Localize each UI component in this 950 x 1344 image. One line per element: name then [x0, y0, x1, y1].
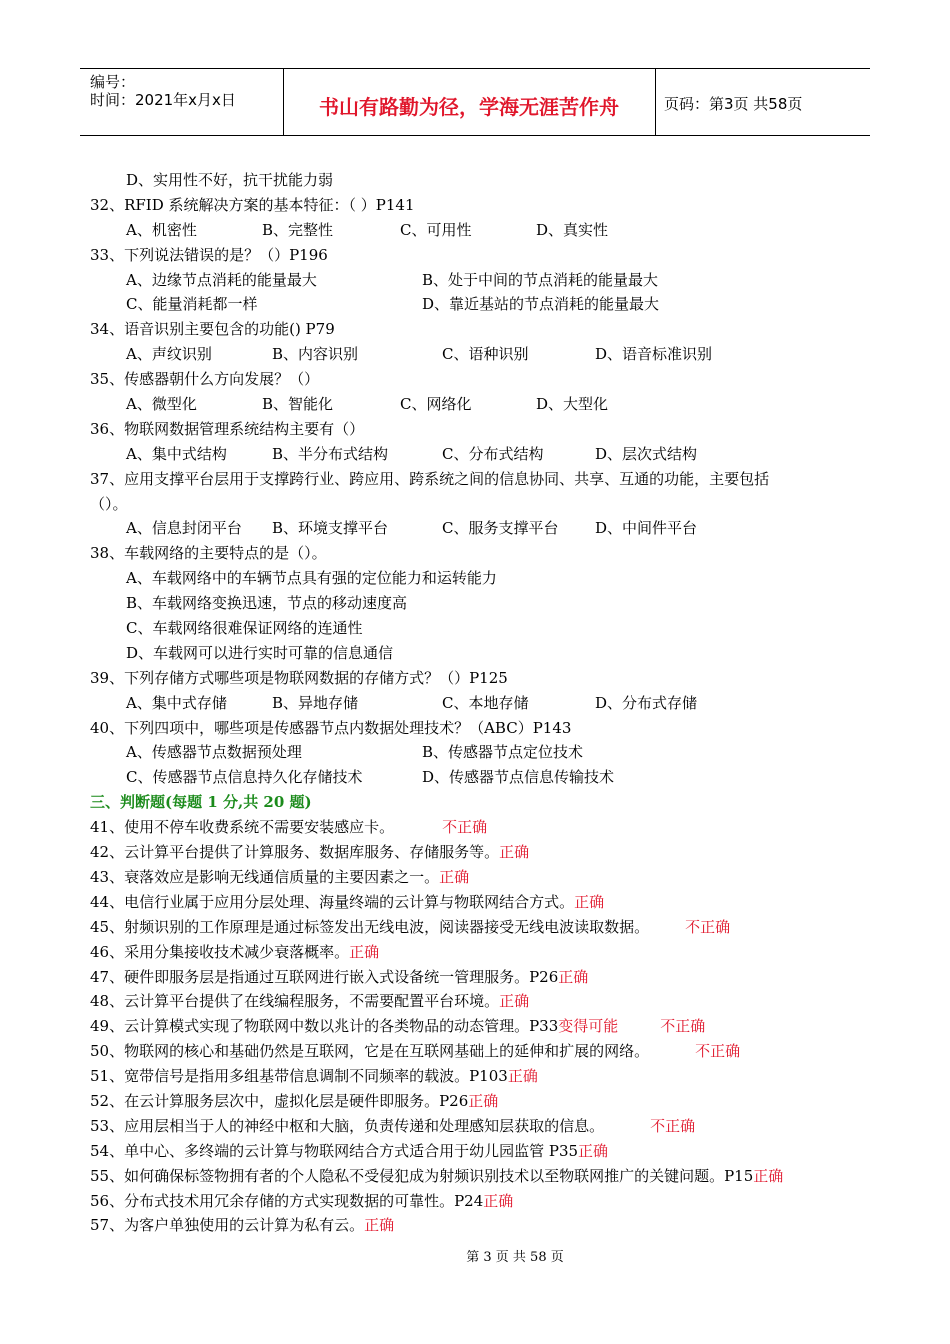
option-line: B、车载网络变换迅速，节点的移动速度高 [126, 594, 408, 613]
time-label: 时间：2021年x月x日 [90, 91, 236, 109]
section-heading: 三、判断题(每题 1 分,共 20 题) [90, 793, 312, 812]
answer-option: A、机密性 [126, 220, 197, 239]
judgment-line [90, 815, 870, 840]
option-row [90, 292, 870, 317]
answer-option: A、微型化 [126, 395, 197, 414]
option-row [90, 342, 870, 367]
statement-text: 56、分布式技术用冗余存储的方式实现数据的可靠性。P24 [90, 1191, 484, 1210]
judgment-line [90, 1114, 870, 1139]
question-line: 36、物联网数据管理系统结构主要有（） [90, 419, 365, 438]
answer-mark: 正确 [483, 1191, 514, 1210]
question-line: 38、车载网络的主要特点的是（）。 [90, 544, 327, 563]
answer-option: A、传感器节点数据预处理 [126, 743, 302, 762]
answer-option: C、分布式结构 [442, 444, 544, 463]
answer-option: A、声纹识别 [126, 345, 212, 364]
option-line: D、实用性不好，抗干扰能力弱 [126, 171, 334, 189]
answer-mark: 不正确 [685, 917, 731, 936]
option-row [90, 392, 870, 417]
answer-option: C、本地存储 [442, 693, 529, 712]
answer-mark: 不正确 [695, 1042, 741, 1061]
answer-option: A、集中式存储 [126, 693, 227, 712]
answer-option: D、传感器节点信息传输技术 [422, 768, 615, 787]
question-line: 35、传感器朝什么方向发展？（） [90, 370, 320, 389]
header-page-info: 页码：第3页 共58页 [664, 95, 803, 113]
header-page-cell [656, 69, 870, 135]
judgment-line [90, 1189, 870, 1214]
answer-option: B、智能化 [262, 395, 334, 414]
option-row [90, 442, 870, 467]
answer-mark: 正确 [468, 1091, 499, 1110]
judgment-line [90, 1039, 870, 1064]
question-line: 32、RFID 系统解决方案的基本特征：（ ）P141 [90, 195, 415, 214]
header-motto: 书山有路勤为径，学海无涯苦作舟 [319, 95, 619, 119]
answer-option: A、边缘节点消耗的能量最大 [126, 270, 317, 289]
statement-text: 54、单中心、多终端的云计算与物联网结合方式适合用于幼儿园监管 P35 [90, 1141, 579, 1160]
option-row [90, 691, 870, 716]
answer-mark: 正确 [364, 1216, 395, 1235]
answer-option: D、分布式存储 [595, 693, 698, 712]
statement-text: 49、云计算模式实现了物联网中数以兆计的各类物品的动态管理。P33 [90, 1017, 559, 1036]
answer-option: D、靠近基站的节点消耗的能量最大 [422, 295, 660, 314]
answer-mark: 正确 [349, 942, 380, 961]
judgment-line [90, 915, 870, 940]
option-row [90, 268, 870, 293]
answer-option: B、环境支撑平台 [272, 519, 389, 538]
header-motto-cell [283, 69, 656, 135]
judgment-line [90, 989, 870, 1014]
option-row [90, 516, 870, 541]
answer-option: D、中间件平台 [595, 519, 698, 538]
option-row [90, 218, 870, 243]
question-line: 34、语音识别主要包含的功能() P79 [90, 320, 335, 339]
answer-mark: 正确 [499, 992, 530, 1011]
option-line: D、车载网可以进行实时可靠的信息通信 [126, 643, 394, 662]
answer-mark: 正确 [558, 967, 589, 986]
judgment-line [90, 890, 870, 915]
number-label: 编号： [90, 73, 136, 91]
judgment-line [90, 1139, 870, 1164]
statement-text: 43、衰落效应是影响无线通信质量的主要因素之一。 [90, 867, 440, 886]
option-line: C、车载网络很难保证网络的连通性 [126, 619, 363, 638]
judgment-line [90, 865, 870, 890]
statement-text: 44、电信行业属于应用分层处理、海量终端的云计算与物联网结合方式。 [90, 892, 575, 911]
answer-option: B、异地存储 [272, 693, 359, 712]
answer-option: B、完整性 [262, 220, 334, 239]
answer-option: D、语音标准识别 [595, 345, 713, 364]
document-body [90, 168, 870, 1238]
answer-option: C、服务支撑平台 [442, 519, 559, 538]
judgment-line [90, 1089, 870, 1114]
statement-text: 41、使用不停车收费系统不需要安装感应卡。 [90, 818, 395, 837]
answer-mark: 不正确 [660, 1017, 706, 1036]
statement-text: 57、为客户单独使用的云计算为私有云。 [90, 1216, 365, 1235]
header-meta-cell [80, 69, 284, 135]
answer-option: B、半分布式结构 [272, 444, 389, 463]
answer-option: A、集中式结构 [126, 444, 227, 463]
judgment-line [90, 965, 870, 990]
statement-text: 47、硬件即服务层是指通过互联网进行嵌入式设备统一管理服务。P26 [90, 967, 559, 986]
page-footer: 第 3 页 共 58 页 [466, 1250, 564, 1265]
answer-option: B、内容识别 [272, 345, 359, 364]
statement-text: 53、应用层相当于人的神经中枢和大脑，负责传递和处理感知层获取的信息。 [90, 1116, 605, 1135]
answer-option: D、大型化 [536, 395, 609, 414]
answer-option: C、可用性 [400, 220, 472, 239]
option-row [90, 740, 870, 765]
statement-text: 48、云计算平台提供了在线编程服务，不需要配置平台环境。 [90, 992, 500, 1011]
question-line: （）。 [90, 494, 128, 513]
answer-mark: 正确 [753, 1166, 784, 1185]
judgment-line [90, 1064, 870, 1089]
option-row [90, 765, 870, 790]
answer-mark: 不正确 [650, 1116, 696, 1135]
answer-option: C、能量消耗都一样 [126, 295, 258, 314]
answer-mark: 不正确 [442, 818, 488, 837]
option-line: A、车载网络中的车辆节点具有强的定位能力和运转能力 [126, 569, 497, 588]
question-line: 40、下列四项中，哪些项是传感器节点内数据处理技术？（ABC）P143 [90, 718, 572, 737]
question-line: 39、下列存储方式哪些项是物联网数据的存储方式？（）P125 [90, 668, 508, 687]
judgment-line [90, 1213, 870, 1238]
answer-option: C、网络化 [400, 395, 472, 414]
answer-option: B、处于中间的节点消耗的能量最大 [422, 270, 659, 289]
answer-mark: 正确 [578, 1141, 609, 1160]
judgment-line [90, 840, 870, 865]
statement-text: 50、物联网的核心和基础仍然是互联网，它是在互联网基础上的延伸和扩展的网络。 [90, 1042, 650, 1061]
question-line: 37、应用支撑平台层用于支撑跨行业、跨应用、跨系统之间的信息协同、共享、互通的功能，主要包括 [90, 469, 770, 488]
answer-option: C、传感器节点信息持久化存储技术 [126, 768, 363, 787]
answer-option: D、层次式结构 [595, 444, 698, 463]
answer-option: C、语种识别 [442, 345, 529, 364]
statement-text: 46、采用分集接收技术减少衰落概率。 [90, 942, 350, 961]
answer-option: A、信息封闭平台 [126, 519, 242, 538]
answer-option: B、传感器节点定位技术 [422, 743, 584, 762]
judgment-line [90, 1014, 870, 1039]
judgment-line [90, 940, 870, 965]
page-header [80, 68, 870, 136]
statement-text: 51、宽带信号是指用多组基带信息调制不同频率的载波。P103 [90, 1067, 508, 1086]
judgment-line [90, 1164, 870, 1189]
answer-option: D、真实性 [536, 220, 609, 239]
question-line: 33、下列说法错误的是？（）P196 [90, 245, 328, 264]
answer-mark: 正确 [499, 843, 530, 862]
statement-text: 42、云计算平台提供了计算服务、数据库服务、存储服务等。 [90, 843, 500, 862]
answer-mark: 正确 [574, 892, 605, 911]
statement-text: 52、在云计算服务层次中，虚拟化层是硬件即服务。P26 [90, 1091, 469, 1110]
statement-text: 45、射频识别的工作原理是通过标签发出无线电波，阅读器接受无线电波读取数据。 [90, 917, 650, 936]
answer-mark: 变得可能 [558, 1017, 619, 1036]
statement-text: 55、如何确保标签物拥有者的个人隐私不受侵犯成为射频识别技术以至物联网推广的关键问题。P15 [90, 1166, 754, 1185]
answer-mark: 正确 [507, 1067, 538, 1086]
answer-mark: 正确 [439, 867, 470, 886]
